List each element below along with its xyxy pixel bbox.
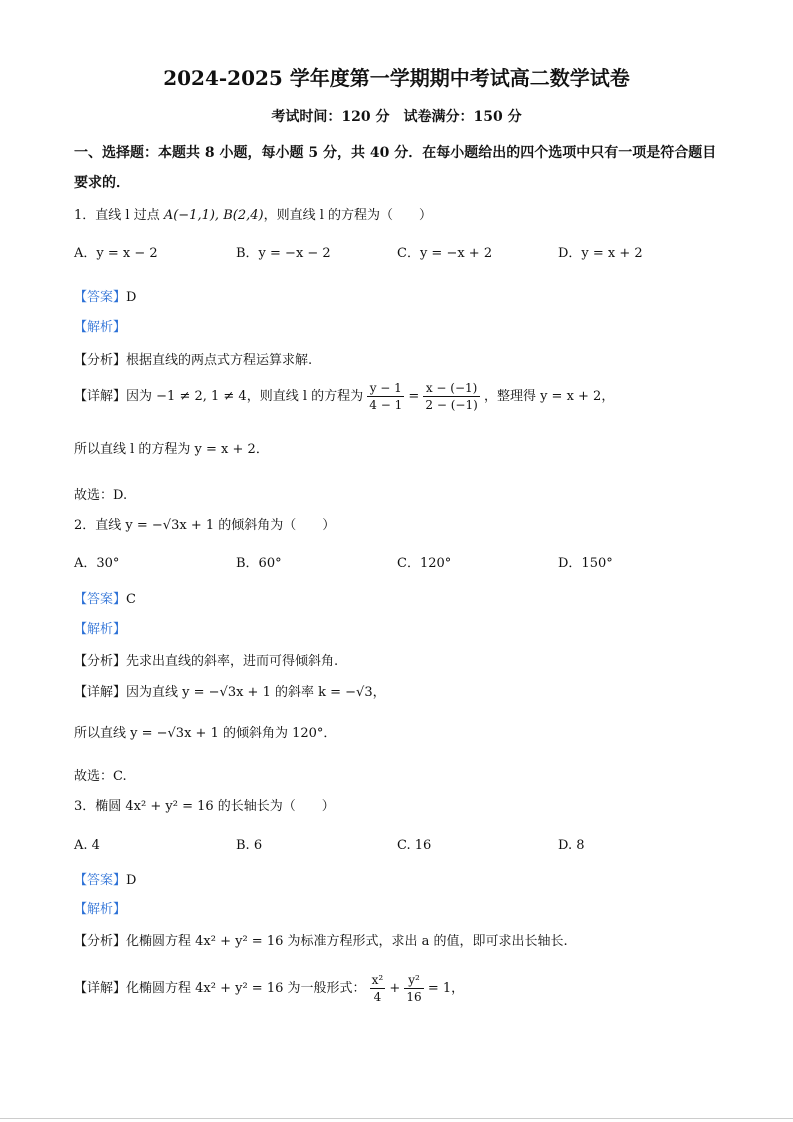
- question-2-fenxi: 【分析】先求出直线的斜率，进而可得倾斜角.: [74, 654, 339, 669]
- answer-tag: 【答案】: [74, 873, 127, 888]
- question-1-fenxi: 【分析】根据直线的两点式方程运算求解.: [74, 353, 313, 368]
- page-bottom-divider: [0, 1118, 793, 1119]
- answer-tag: 【答案】: [74, 290, 127, 305]
- question-1-option-c: C．y = −x + 2: [397, 246, 493, 261]
- fraction-x: $\frac{\text{x²}}{4}$: [371, 973, 384, 1004]
- question-1-conclusion: 所以直线 l 的方程为 y = x + 2．: [74, 442, 269, 457]
- section-heading: 一、选择题：本题共 8 小题，每小题 5 分，共 40 分．在每小题给出的四个选项中只有一项是符合题目要求的．: [74, 145, 717, 191]
- question-3-fenxi: 【分析】化椭圆方程 4x² + y² = 16 为标准方程形式，求出 a 的值，即可求出长轴长.: [74, 934, 568, 949]
- question-2-option-a: A．30°: [74, 556, 120, 571]
- answer-value: D: [126, 873, 137, 888]
- question-2-choose: 故选：C.: [74, 769, 127, 784]
- question-2-xiangjie: 【详解】因为直线 y = −√3x + 1 的斜率 k = −√3，: [74, 685, 386, 700]
- exam-info: 考试时间：120 分 试卷满分：150 分: [271, 109, 522, 125]
- question-2-option-b: B．60°: [236, 556, 282, 571]
- question-2-answer: [74, 588, 136, 607]
- fraction-y: $\frac{\text{y²}}{16}$: [406, 973, 422, 1004]
- question-2-conclusion: 所以直线 y = −√3x + 1 的倾斜角为 120°．: [74, 726, 337, 741]
- answer-value: D: [126, 290, 137, 305]
- question-2-stem: 2．直线 y = −√3x + 1 的倾斜角为（ ）: [74, 518, 336, 533]
- answer-value: C: [126, 592, 136, 607]
- question-1-option-d: D．y = x + 2: [558, 246, 643, 261]
- page-title: 2024-2025 学年度第一学期期中考试高二数学试卷: [163, 66, 630, 90]
- question-3-answer: [74, 869, 136, 888]
- answer-tag: 【答案】: [74, 592, 127, 607]
- question-1-stem: 1．直线 l 过点 A(−1,1), B(2,4)，则直线 l 的方程为（ ）: [74, 208, 432, 223]
- question-3-option-c: C. 16: [397, 838, 432, 853]
- question-1-xiangjie: 【详解】因为 −1 ≠ 2, 1 ≠ 4，则直线 l 的方程为 $\frac{y - 1}{4 - 1}$ = $\frac{x - (-1)}{2 - (-1)}$ ，整理得 y = x + 2，: [74, 381, 615, 412]
- question-3-option-d: D. 8: [558, 838, 585, 853]
- question-2-analysis-tag: 【解析】: [74, 622, 127, 637]
- question-3-option-b: B. 6: [236, 838, 263, 853]
- question-2-option-c: C．120°: [397, 556, 452, 571]
- question-1-analysis-tag: 【解析】: [74, 320, 127, 335]
- fraction-2: $\frac{x - (-1)}{2 - (-1)}$: [425, 381, 478, 412]
- question-3-option-a: A. 4: [74, 838, 100, 853]
- question-1-option-a: A．y = x − 2: [74, 246, 158, 261]
- question-3-analysis-tag: 【解析】: [74, 902, 127, 917]
- question-3-stem: 3．椭圆 4x² + y² = 16 的长轴长为（ ）: [74, 799, 335, 814]
- fraction-1: $\frac{y - 1}{4 - 1}$: [369, 381, 403, 412]
- question-1-points: A(−1,1), B(2,4): [163, 208, 264, 223]
- question-1-option-b: B．y = −x − 2: [236, 246, 331, 261]
- question-1-choose: 故选：D.: [74, 488, 128, 503]
- question-3-xiangjie: 【详解】化椭圆方程 4x² + y² = 16 为一般形式： $\frac{\text{x²}}{4}$ + $\frac{\text{y²}}{16}$ = 1，: [74, 973, 465, 1004]
- question-2-option-d: D．150°: [558, 556, 613, 571]
- question-1-answer: [74, 286, 136, 305]
